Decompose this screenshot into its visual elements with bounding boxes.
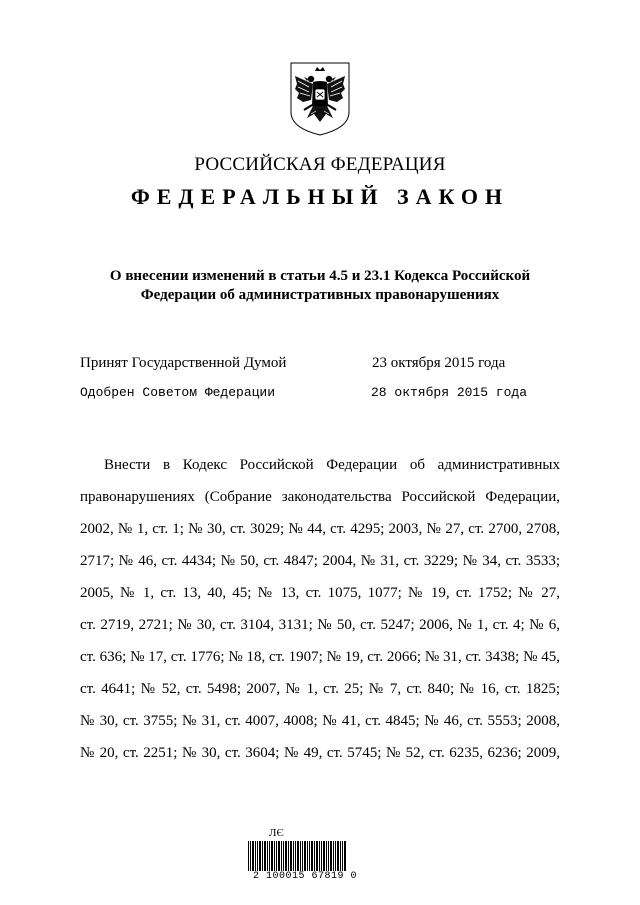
body-line: № 30, ст. 3755; № 31, ст. 4007, 4008; № 41, ст. 4845; № 46, ст. 5553; 2008,	[80, 713, 560, 729]
barcode-number: 2 100015 67819 0	[253, 871, 358, 882]
body-line: № 20, ст. 2251; № 30, ст. 3604; № 49, ст. 5745; № 52, ст. 6235, 6236; 2009,	[80, 745, 560, 761]
law-title-line: Федерации об административных правонарушениях	[140, 287, 500, 303]
body-line: Внести в Кодекс Российской Федерации об административных	[104, 457, 560, 473]
body-line: ст. 636; № 17, ст. 1776; № 18, ст. 1907; № 19, ст. 2066; № 31, ст. 3438; № 45,	[80, 649, 560, 665]
adopted-date: 23 октября 2015 года	[372, 355, 506, 371]
body-line: правонарушениях (Собрание законодательства Российской Федерации,	[80, 489, 560, 505]
body-line: 2005, № 1, ст. 13, 40, 45; № 13, ст. 1075, 1077; № 19, ст. 1752; № 27,	[80, 585, 560, 601]
barcode	[248, 841, 346, 871]
document-type: ФЕДЕРАЛЬНЫЙ ЗАКОН	[130, 184, 510, 209]
approved-date: 28 октября 2015 года	[371, 385, 528, 400]
handwritten-mark: ЛЄ	[269, 827, 284, 839]
law-title	[90, 267, 550, 305]
body-line: ст. 2719, 2721; № 30, ст. 3104, 3131; № 50, ст. 5247; 2006, № 1, ст. 4; № 6,	[80, 617, 560, 633]
country-name: РОССИЙСКАЯ ФЕДЕРАЦИЯ	[194, 154, 446, 175]
coat-of-arms-emblem	[289, 62, 351, 136]
body-line: 2002, № 1, ст. 1; № 30, ст. 3029; № 44, ст. 4295; 2003, № 27, ст. 2700, 2708,	[80, 521, 560, 537]
law-title-line: О внесении изменений в статьи 4.5 и 23.1 Кодекса Российской	[109, 268, 531, 284]
body-line: ст. 4641; № 52, ст. 5498; 2007, № 1, ст. 25; № 7, ст. 840; № 16, ст. 1825;	[80, 681, 560, 697]
body-line: 2717; № 46, ст. 4434; № 50, ст. 4847; 2004, № 31, ст. 3229; № 34, ст. 3533;	[80, 553, 560, 569]
approved-label: Одобрен Советом Федерации	[80, 385, 276, 400]
adopted-label: Принят Государственной Думой	[80, 355, 287, 371]
